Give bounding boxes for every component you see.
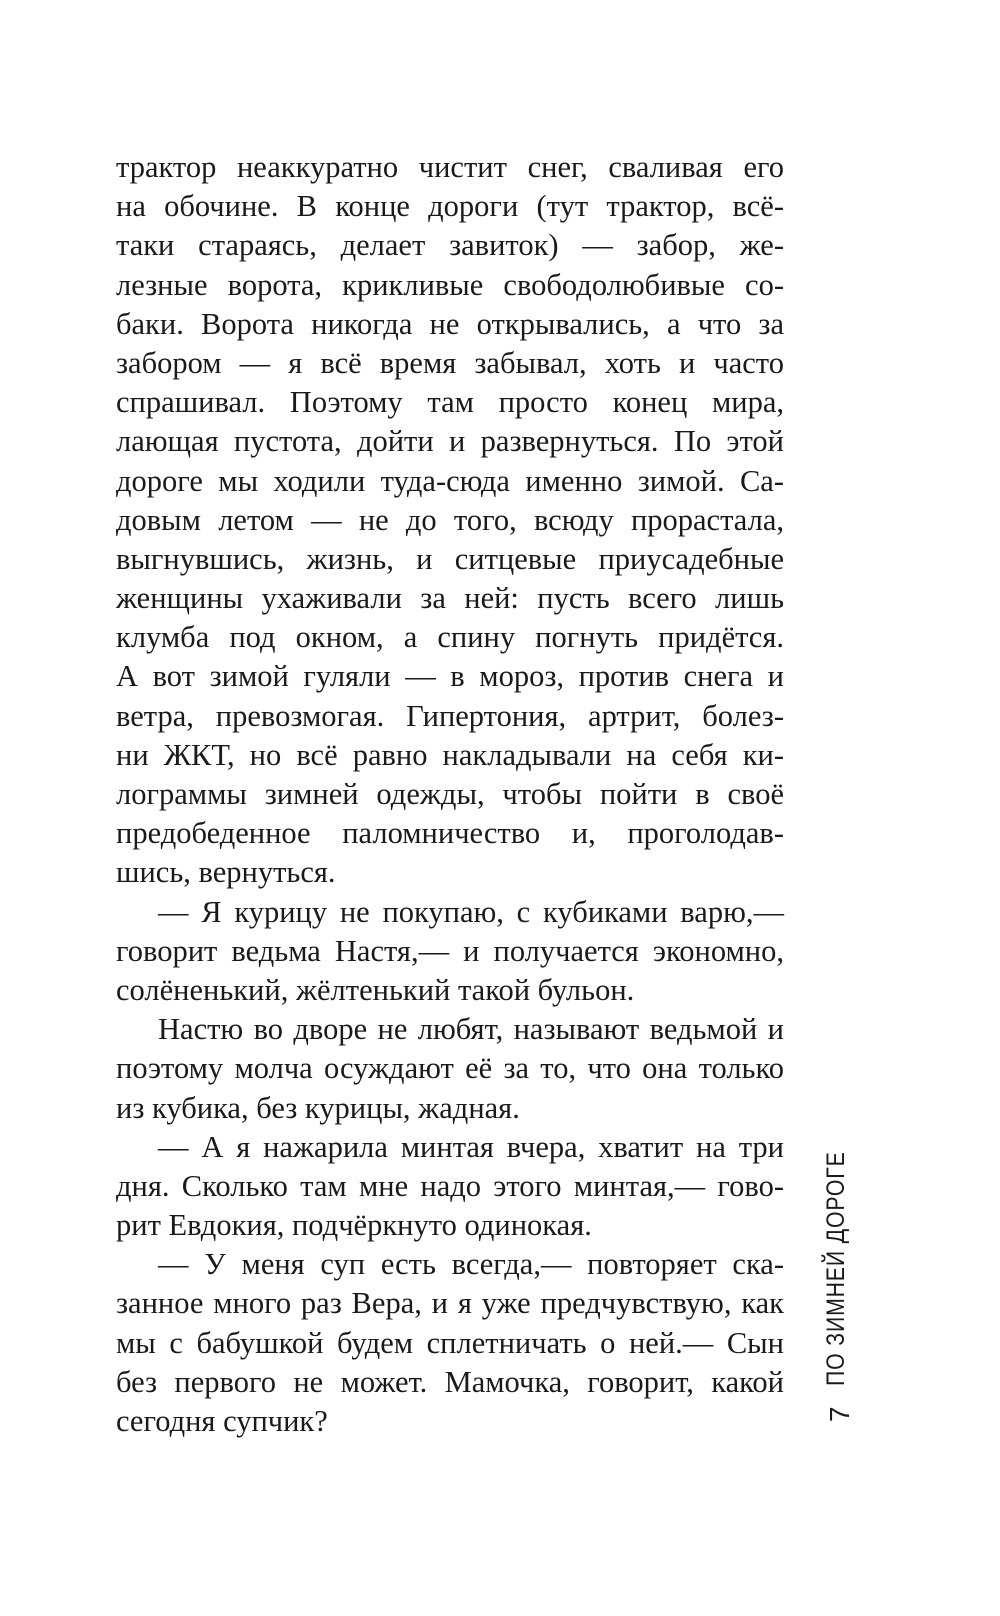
text-line: трактор неаккуратно чистит снег, сваливая его	[116, 150, 784, 184]
text-line: дороге мы ходили туда-сюда именно зимой. Са-	[116, 463, 784, 498]
text-line: женщины ухаживали за ней: пусть всего лишь	[116, 581, 784, 616]
text-line: спрашивал. Поэтому там просто конец мира,	[116, 385, 784, 420]
running-head-text: ПО ЗИМНЕЙ ДОРОГЕ	[822, 1151, 850, 1386]
text-line: из кубика, без курицы, жадная.	[116, 1090, 520, 1125]
text-line: на обочине. В конце дороги (тут трактор, всё-	[116, 189, 784, 224]
text-line: предобеденное паломничество и, проголодав-	[116, 816, 784, 851]
text-line: баки. Ворота никогда не открывались, а что за	[116, 306, 784, 341]
text-line: без первого не может. Мамочка, говорит, какой	[116, 1364, 784, 1399]
text-line: — У меня суп есть всегда,— повторяет ска-	[158, 1247, 784, 1282]
text-line: таки стараясь, делает завиток) — забор, же-	[116, 228, 784, 263]
text-line: Настю во дворе не любят, называют ведьмой и	[158, 1012, 784, 1047]
text-line: сегодня супчик?	[116, 1404, 328, 1438]
page-number	[820, 1388, 860, 1428]
text-line: дня. Сколько там мне надо этого минтая,— гово-	[116, 1168, 784, 1203]
text-line: занное много раз Вера, и я уже предчувствую, как	[116, 1286, 784, 1321]
text-line: шись, вернуться.	[116, 855, 336, 890]
text-line: лающая пустота, дойти и развернуться. По этой	[116, 424, 784, 459]
text-line: рит Евдокия, подчёркнуто одинокая.	[116, 1208, 592, 1243]
text-line: лограммы зимней одежды, чтобы пойти в своё	[116, 777, 784, 811]
text-line: забором — я всё время забывал, хоть и часто	[116, 345, 784, 380]
text-line: мы с бабушкой будем сплетничать о ней.— Сын	[116, 1325, 784, 1360]
text-line: говорит ведьма Настя,— и получается экономно,	[116, 933, 784, 968]
page-number-text: 7	[824, 1406, 855, 1422]
text-line: — А я нажарила минтая вчера, хватит на три	[158, 1129, 784, 1164]
text-line: выгнувшись, жизнь, и ситцевые приусадебные	[116, 541, 784, 576]
text-line: поэтому молча осуждают её за то, что она только	[116, 1051, 784, 1086]
text-line: лезные ворота, крикливые свободолюбивые со-	[116, 267, 784, 302]
text-line: клумба под окном, а спину погнуть придётся.	[116, 620, 784, 655]
text-line: довым летом — не до того, всюду прорастала,	[116, 502, 784, 537]
text-line: А вот зимой гуляли — в мороз, против снега и	[116, 659, 784, 694]
text-line: ветра, превозмогая. Гипертония, артрит, болез-	[116, 698, 784, 733]
text-line: — Я курицу не покупаю, с кубиками варю,—	[158, 894, 784, 929]
body-text	[116, 148, 784, 1441]
text-line: ни ЖКТ, но всё равно накладывали на себя ки-	[116, 737, 784, 772]
text-line: солёненький, жёлтенький такой бульон.	[116, 972, 635, 1007]
